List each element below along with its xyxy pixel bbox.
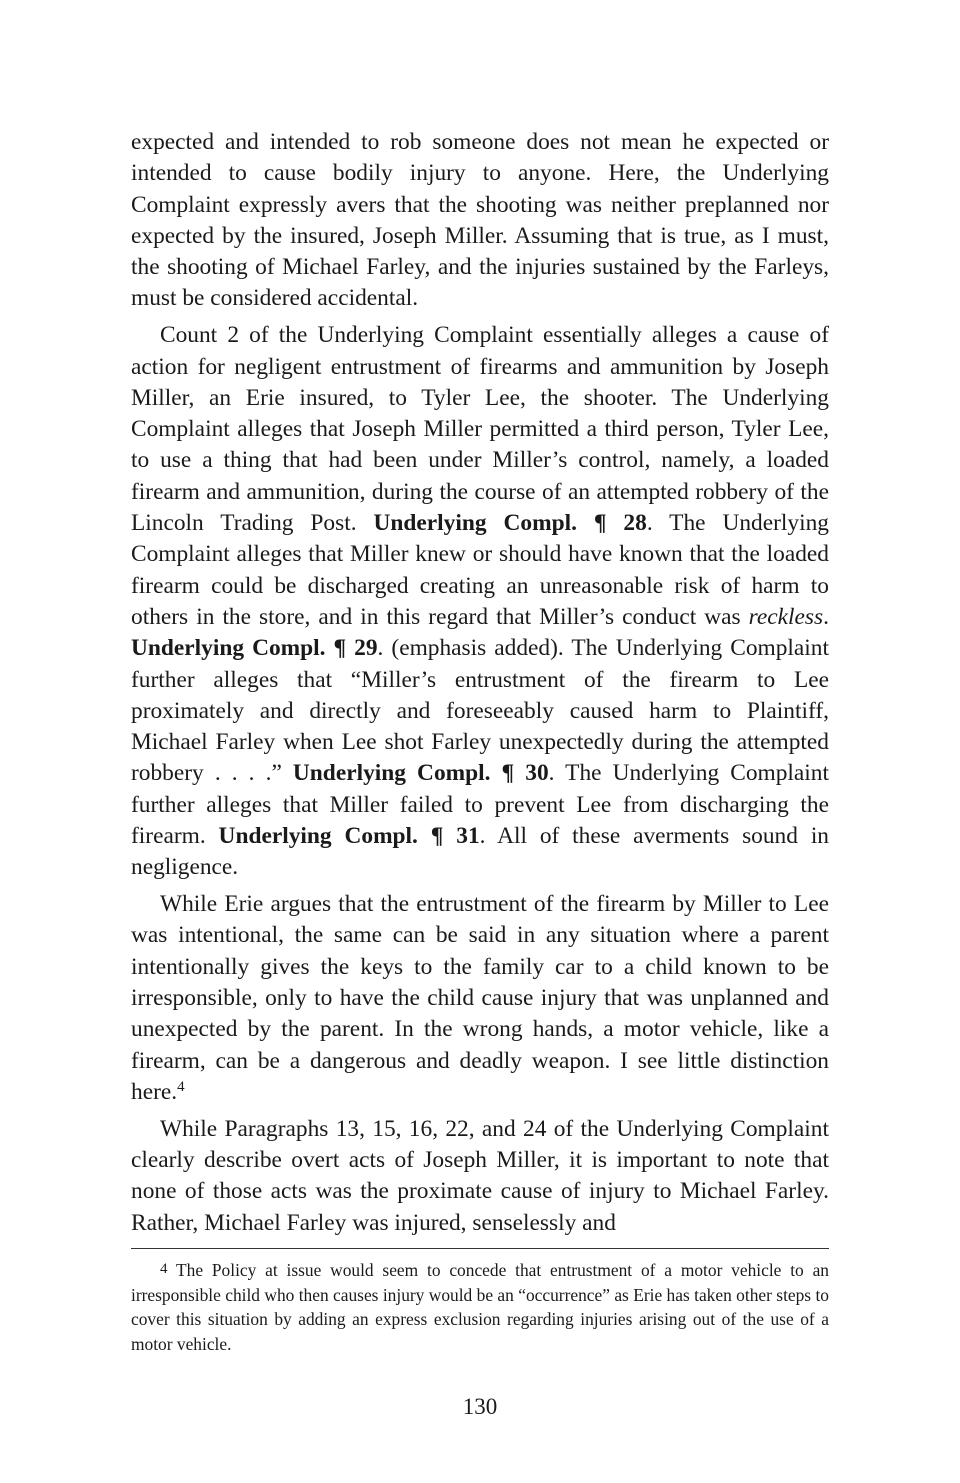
paragraph — [131, 127, 829, 315]
citation: Underlying Compl. ¶ 29 — [131, 635, 378, 662]
footnote-reference: 4 — [177, 1078, 185, 1095]
text-run: expected and intended to rob someone does not mean he expected or intended to cause bodily injury to anyone. Here, the Underlying Complaint expressly avers that the shooting was neither preplanned nor expected by the insured, Joseph Miller. Assuming that is true, as I must, the shooting of Michael Farley, and the injuries sustained by the Farleys, must be considered accidental. — [131, 129, 829, 312]
paragraph — [131, 889, 829, 1108]
body-text — [131, 127, 829, 1239]
text-run: . The Underlying Complaint further alleges that Miller failed to prevent Lee from discharging the firearm. — [131, 760, 829, 850]
footnote-text: The Policy at issue would seem to concede that entrustment of a motor vehicle to an irresponsible child who then causes injury would be an “occurrence” as Erie has taken other steps to cover this situation by adding an express exclusion regarding injuries arising out of the use of a motor vehicle. — [131, 1260, 829, 1354]
footnote-divider — [131, 1248, 829, 1249]
text-run: . (emphasis added). The Underlying Complaint further alleges that “Miller’s entrustment of the firearm to Lee proximately and directly and foreseeably caused harm to Plaintiff, Michael Farley when Lee shot Farley unexpectedly during the attempted robbery . . . .” — [131, 635, 830, 787]
text-run: . All of these averments sound in negligence. — [131, 823, 830, 881]
text-run: . — [823, 603, 829, 630]
footnote-marker: 4 — [160, 1261, 168, 1277]
citation: Underlying Compl. ¶ 28 — [373, 510, 647, 537]
page-number: 130 — [462, 1394, 498, 1419]
text-run: While Paragraphs 13, 15, 16, 22, and 24 of the Underlying Complaint clearly describe overt acts of Joseph Miller, it is important to note that none of those acts was the proximate cause of injury to Michael Farley. Rather, Michael Farley was injured, senselessly and — [131, 1115, 829, 1236]
text-run: . The Underlying Complaint alleges that Miller knew or should have known that the loaded firearm could be discharged creating an unreasonable risk of harm to others in the store, and in this regard that Miller’s conduct was — [131, 510, 829, 630]
text-run: While Erie argues that the entrustment of the firearm by Miller to Lee was intentional, the same can be said in any situation where a parent intentionally gives the keys to the family car to a child known to be irresponsible, only to have the child cause injury that was unplanned and unexpected by the parent. In the wrong hands, a motor vehicle, like a firearm, can be a dangerous and deadly weapon. I see little distinction here. — [131, 891, 829, 1105]
citation: Underlying Compl. ¶ 31 — [218, 823, 480, 850]
emphasis: reckless — [748, 603, 824, 630]
citation: Underlying Compl. ¶ 30 — [292, 760, 549, 787]
text-run: Count 2 of the Underlying Complaint essentially alleges a cause of action for negligent entrustment of firearms and ammunition by Joseph Miller, an Erie insured, to Tyler Lee, the shooter. The Underlying Complaint alleges that Joseph Miller permitted a third person, Tyler Lee, to use a thing that had been under Miller’s control, namely, a loaded firearm and ammunition, during the course of an attempted robbery of the Lincoln Trading Post. — [131, 322, 829, 537]
paragraph — [131, 1114, 829, 1239]
footnote-4 — [131, 1258, 829, 1356]
paragraph — [131, 320, 829, 883]
